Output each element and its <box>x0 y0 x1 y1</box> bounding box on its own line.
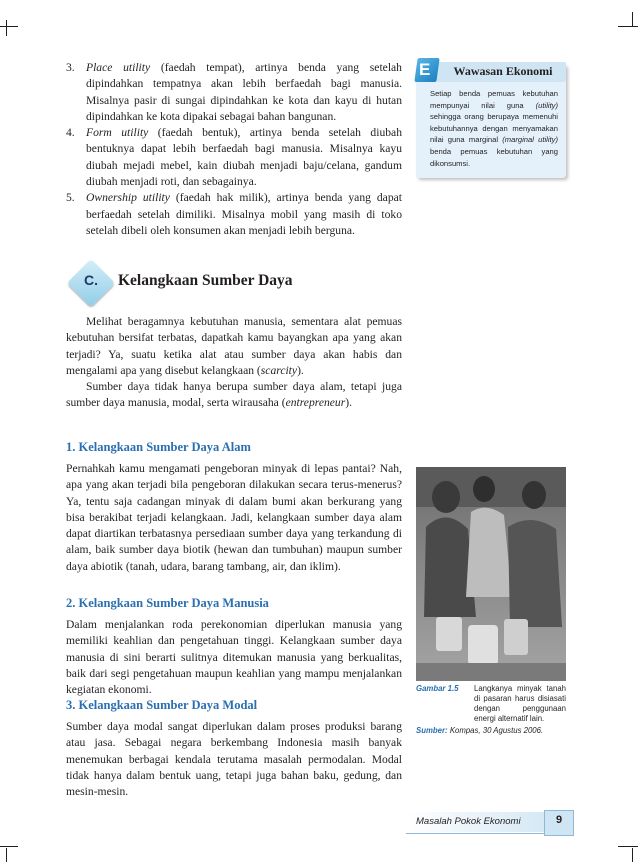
subsection-text: Pernahkah kamu mengamati pengeboran minyak di lepas pantai? Nah, apa yang akan terjadi bila pengeboran dilakukan secara terus-menerus? Ya, tentu saja cadangan minyak di dalam bumi akan berkurang yang bisa berakibat terjadi kelangkaan. Jadi, kelangkaan sumber daya alam dapat diartikan terbatasnya persediaan sumber daya yang terkandung di alam, baik sumber daya biotik (hewan dan tumbuhan) maupun sumber daya abiotik (tanah, udara, barang tambang, air, dan iklim). <box>66 462 402 573</box>
list-term: Ownership utility <box>86 191 170 205</box>
list-term: Place utility <box>86 61 151 74</box>
list-text: (faedah tempat), artinya benda yang setelah dipindahkan tempatnya akan lebih berfaedah bagi manusia. Misalnya pasir di sungai dipindahkan ke kota dan kayu di hutan dipindahkan ke kota dipakai sebagai bahan bangunan. <box>86 61 402 123</box>
list-number: 5. <box>66 191 75 205</box>
photo-illustration <box>416 467 566 681</box>
market-photo <box>416 467 566 681</box>
crop-mark <box>0 26 18 27</box>
running-title: Masalah Pokok Ekonomi <box>416 816 521 827</box>
subsection-title: 3. Kelangkaan Sumber Daya Modal <box>66 698 258 712</box>
crop-mark <box>632 848 633 862</box>
list-number: 3. <box>66 61 75 74</box>
paragraph: Sumber daya tidak hanya berupa sumber daya alam, tetapi juga sumber daya manusia, modal, serta wirausaha (entrepreneur). <box>66 380 402 410</box>
crop-mark <box>618 26 638 27</box>
utility-list <box>66 60 402 239</box>
list-text: (faedah bentuk), artinya benda setelah diubah bentuknya dapat lebih berfaedah bagi manusia. Misalnya kayu diubah mejadi mebel, kain diubah menjadi baju/celana, gandum diubah menjadi roti, dan sebagainya. <box>86 126 402 189</box>
list-text: (faedah hak milik), artinya benda yang dapat berfaedah setelah dimiliki. Misalnya mobil yang masih di toko setelah dibeli oleh konsumen akan menjadi lebih berguna. <box>86 191 402 237</box>
caption-text: Langkanya minyak tanah di pasaran harus disiasati dengan penggunaan energi alternatif lain. <box>474 684 566 723</box>
source-label: Sumber: <box>416 726 448 735</box>
e-icon-letter: E <box>419 60 431 79</box>
intro-text <box>66 314 402 412</box>
sidebar-title: Wawasan Ekonomi <box>453 64 553 78</box>
source-text: Kompas, 30 Agustus 2006. <box>449 726 544 735</box>
page-number: 9 <box>555 814 563 826</box>
paragraph: Melihat beragamnya kebutuhan manusia, sementara alat pemuas kebutuhan bersifat terbatas, dapatkah kamu bayangkan apa yang akan terjadi? Ya, suatu ketika alat atau sumber daya akan habis dan mengalami apa yang disebut kelangkaan (scarcity). <box>66 315 402 377</box>
subsection-text: Sumber daya modal sangat diperlukan dalam proses produksi barang atau jasa. Sebagai negara berkembang Indonesia masih banyak menemukan berbagai kendala terutama masalah permodalan. Modal tidak hanya dalam bentuk uang, tetapi juga bahan baku, gedung, dan mesin-mesin. <box>66 720 402 799</box>
crop-mark <box>632 12 633 26</box>
crop-mark <box>0 20 7 36</box>
list-item <box>66 125 402 190</box>
section-letter: C. <box>84 272 98 288</box>
list-item <box>66 190 402 239</box>
subsection-title: 2. Kelangkaan Sumber Daya Manusia <box>66 596 269 610</box>
subsection-text: Dalam menjalankan roda perekonomian diperlukan manusia yang memiliki keahlian dan pengetahuan tinggi. Kelangkaan sumber daya manusia di sini berarti sulitnya ditemukan manusia yang berkualitas, baik dari segi pengetahuan maupun keahlian yang mampu menjalankan kegiatan ekonomi. <box>66 618 402 697</box>
figure-caption <box>416 684 566 736</box>
list-term: Form utility <box>86 126 149 140</box>
figure-label: Gambar 1.5 <box>416 684 459 693</box>
list-item <box>66 60 402 125</box>
section-title: Kelangkaan Sumber Daya <box>118 272 293 289</box>
footer-rule <box>406 833 566 834</box>
crop-mark <box>6 848 7 862</box>
crop-mark <box>618 846 638 847</box>
sidebar-text: Setiap benda pemuas kebutuhan mempunyai nilai guna (utility) sehingga orang berupaya memenuhi kebutuhannya dengan menyamakan nilai guna marginal (marginal utility) benda pemuas kebutuhan yang dikonsumsi. <box>430 89 558 168</box>
list-number: 4. <box>66 126 75 140</box>
subsection-title: 1. Kelangkaan Sumber Daya Alam <box>66 440 251 454</box>
section-heading <box>66 262 402 302</box>
crop-mark <box>0 846 18 847</box>
